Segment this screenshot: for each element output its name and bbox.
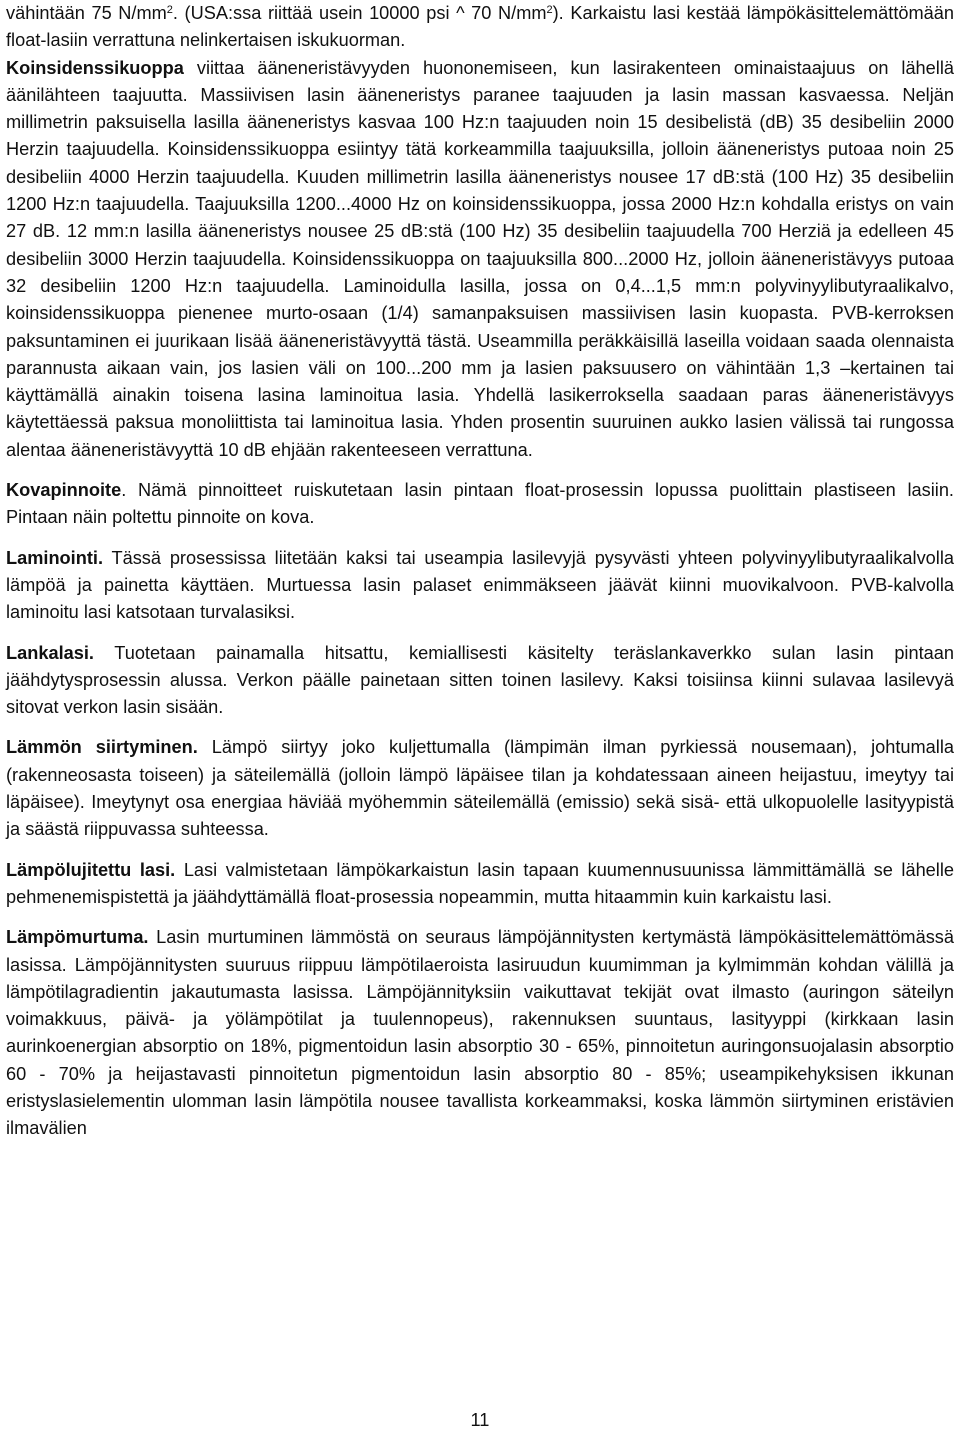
definition-koinsidenssikuoppa: viittaa ääneneristävyyden huononemiseen, kun lasirakenteen ominaistaajuus on lähellä äänilähteen taajuutta. Massiivisen lasin ääneneristys paranee taajuuden ja lasin massan kasvaessa. Neljän millimetrin paksuisella lasilla ääneneristys kasvaa 100 Hz:n taajuuden noin 15 desibelistä (dB) 35 desibeliin 2000 Herzin taajuudella. Koinsidenssikuoppa esiintyy tätä korkeammilla taajuuksilla, jolloin ääneneristys putoaa noin 25 desibeliin 4000 Herzin taajuudella. Kuuden millimetrin lasilla ääneneristys nousee 17 dB:stä (100 Hz) 35 desibeliin 1200 Hz:n taajuudella. Taajuuksilla 1200...4000 Hz on koinsidenssikuoppa, jossa 2000 Hz:n kohdalla eristys on vain 27 dB. 12 mm:n lasilla ääneneristys nousee 25 dB:stä (100 Hz) 35 desibeliin taajuudella 700 Herziä ja edelleen 45 desibeliin 3000 Herzin taajuudella. Koinsidenssikuoppa on taajuuksilla 800...2000 Hz, jolloin ääneneristävyys putoaa 32 desibeliin 1200 Hz:n taajuudella. Laminoidulla lasilla, jossa on 0,4...1,5 mm:n polyvinyylibutyraalikalvo, koinsidenssikuoppa pienenee murto-osaan (1/4) samanpaksuisen massiivisen lasin kuopasta. PVB-kerroksen paksuntaminen ei juurikaan lisää ääneneristävyyttä tästä. Useammilla peräkkäisillä laseilla voidaan saada olennaista parannusta aikaan vain, jos lasien väli on 100...200 mm ja lasien paksuusero on vähintään 1,3 –kertainen tai käyttämällä ainakin toisena lasina laminoitua lasia. Yhdellä lasikerroksella saadaan paras ääneneristävyys käytettäessä paksua monoliittista tai laminoitua lasia. Yhden prosentin suuruinen aukko lasien välissä tai rungossa alentaa ääneneristävyyttä 10 dB ehjään rakenteeseen verrattuna. [6, 57, 954, 460]
definition-laminointi: Tässä prosessissa liitetään kaksi tai useampia lasilevyjä pysyvästi yhteen polyvinyylibutyraalikalvolla lämpöä ja painetta käyttäen. Murtuessa lasin palaset enimmäkseen jäävät kiinni muovikalvoon. PVB-kalvolla laminoitu lasi katsotaan turvalasiksi. [6, 547, 954, 623]
superscript-2: 2 [546, 4, 553, 16]
paragraph-lampomurtuma [6, 924, 954, 1142]
paragraph-lampolujitettu-lasi [6, 857, 954, 912]
paragraph-continued [6, 0, 954, 55]
term-lampolujitettu-lasi: Lämpölujitettu lasi. [6, 859, 176, 880]
term-lammon-siirtyminen: Lämmön siirtyminen. [6, 737, 198, 758]
definition-lampomurtuma: Lasin murtuminen lämmöstä on seuraus lämpöjännitysten kertymästä lämpökäsittelemättömässä lasissa. Lämpöjännitysten suuruus riippuu lämpötilaeroista lasiruudun kuumimman ja kylmimmän kohdan välillä ja lämpötilagradientin jakautumasta lasissa. Lämpöjännityksiin vaikuttavat tekijät ovat ilmasto (auringon säteilyn voimakkuus, päivä- ja yölämpötilat ja tuulennopeus), rakennuksen suuntaus, lasityyppi (kirkkaan lasin aurinkoenergian absorptio on 18%, pigmentoidun lasin absorptio 30 - 65%, pinnoitetun auringonsuojalasin absorptio 60 - 70% ja heijastavasti pinnoitetun pigmentoidun lasin absorptio 80 - 85%; useampikehyksisen ikkunan eristyslasielementin ulomman lasin lämpötila nousee tavallista korkeammaksi, koska lämmön siirtyminen eristävien ilmavälien [6, 927, 954, 1139]
page-number: 11 [470, 1410, 490, 1430]
paragraph-kovapinnoite [6, 477, 954, 532]
paragraph-lankalasi [6, 640, 954, 722]
continued-text-c: ). Karkaistu lasi kestää lämpökäsittelemättömään float-lasiin verrattuna nelinkertaisen iskukuorman. [6, 3, 955, 51]
definition-lammon-siirtyminen: Lämpö siirtyy joko kuljettumalla (lämpimän ilman pyrkiessä nousemaan), johtumalla (rakenneosasta toiseen) ja säteilemällä (jolloin lämpö läpäisee tilan ja kohdatessaan aineen heijastuu, imeytyy tai läpäisee). Imeytynyt osa energiaa häviää myöhemmin säteilemällä (emissio) sekä sisä- että ulkopuolelle lasityypistä ja säästä riippuvassa suhteessa. [6, 737, 954, 840]
continued-text-b: . (USA:ssa riittää usein 10000 psi ^ 70 N/mm [172, 3, 547, 23]
term-lampomurtuma: Lämpömurtuma. [6, 927, 149, 948]
term-koinsidenssikuoppa: Koinsidenssikuoppa [6, 57, 184, 78]
paragraph-koinsidenssikuoppa [6, 55, 954, 464]
superscript-2: 2 [166, 4, 173, 16]
term-lankalasi: Lankalasi. [6, 642, 94, 663]
document-page [6, 0, 954, 1143]
term-kovapinnoite: Kovapinnoite [6, 480, 122, 501]
definition-kovapinnoite: . Nämä pinnoitteet ruiskutetaan lasin pintaan float-prosessin lopussa puolittain plastiseen lasiin. Pintaan näin poltettu pinnoite on kova. [6, 480, 954, 528]
paragraph-lammon-siirtyminen [6, 734, 954, 843]
definition-lampolujitettu-lasi: Lasi valmistetaan lämpökarkaistun lasin tapaan kuumennusuunissa lämmittämällä se lähelle pehmenemispistettä ja jäähdyttämällä float-prosessia nopeammin, mutta hitaammin kuin karkaistu lasi. [6, 859, 954, 907]
term-laminointi: Laminointi. [6, 547, 103, 568]
paragraph-laminointi [6, 545, 954, 627]
definition-lankalasi: Tuotetaan painamalla hitsattu, kemiallisesti käsitelty teräslankaverkko sulan lasin pintaan jäähdytysprosessin alussa. Verkon päälle painetaan sitten toinen lasilevy. Kaksi toisiinsa kiinni sulavaa lasilevyä sitovat verkon lasin sisään. [6, 642, 954, 718]
continued-text-a: vähintään 75 N/mm [6, 3, 167, 23]
